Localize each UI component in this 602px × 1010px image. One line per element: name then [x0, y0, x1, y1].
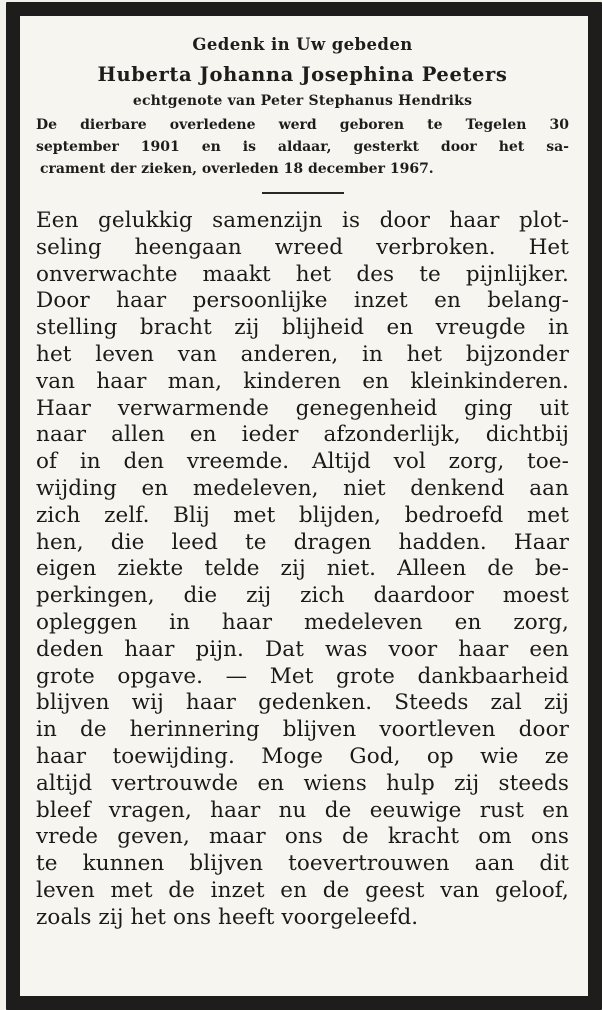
text-line: onverwachte maakt het des te pijnlijker. — [36, 261, 569, 287]
text-line: vrede geven, maar ons de kracht om ons — [36, 824, 569, 850]
text-line: bleef vragen, haar nu de eeuwige rust en — [36, 797, 569, 823]
text-line: deden haar pijn. Dat was voor haar een — [36, 636, 569, 662]
text-line: Een gelukkig samenzijn is door haar plot- — [36, 208, 569, 233]
text-line: grote opgave. — Met grote dankbaarheid — [36, 663, 569, 689]
text-line: naar allen en ieder afzonderlijk, dichtbij — [36, 422, 569, 448]
text-line: eigen ziekte telde zij niet. Alleen de be- — [36, 556, 569, 582]
deceased-name: Huberta Johanna Josephina Peeters — [97, 63, 508, 86]
text-line: altijd vertrouwde en wiens hulp zij steeds — [36, 770, 569, 796]
text-line: in de herinnering blijven voortleven door — [36, 717, 569, 743]
text-line: of in den vreemde. Altijd vol zorg, toe- — [36, 449, 569, 475]
text-line: Door haar persoonlijke inzet en belang- — [36, 288, 569, 314]
text-line: zoals zij het ons heeft voorgeleefd. — [36, 904, 419, 930]
divider-rule — [262, 192, 344, 194]
spouse-prefix: echtgenote van — [132, 93, 256, 109]
memorial-card — [36, 34, 569, 972]
prayer-heading: Gedenk in Uw gebeden — [192, 35, 413, 54]
memorial-text — [36, 208, 569, 932]
text-line: stelling bracht zij blijheid en vreugde in — [36, 315, 569, 341]
text-line: te kunnen blijven toevertrouwen aan dit — [36, 851, 569, 877]
text-line: wijding en medeleven, niet denkend aan — [36, 475, 569, 501]
text-line: het leven van anderen, in het bijzonder — [36, 341, 569, 367]
bio-line: De dierbare overledene werd geboren te Tegelen 30 — [36, 117, 569, 133]
spouse-line — [36, 90, 569, 112]
text-line: van haar man, kinderen en kleinkinderen. — [36, 368, 569, 394]
text-line: hen, die leed te dragen hadden. Haar — [36, 529, 569, 555]
text-line: zich zelf. Blij met blijden, bedroefd met — [36, 502, 569, 528]
text-line: opleggen in haar medeleven en zorg, — [36, 609, 569, 635]
text-line: perkingen, die zij zich daardoor moest — [36, 583, 569, 609]
text-line: leven met de inzet en de geest van geloof, — [36, 877, 569, 903]
biography — [36, 114, 569, 180]
bio-line: september 1901 en is aldaar, gesterkt door het sa- — [36, 139, 569, 155]
text-line: blijven wij haar gedenken. Steeds zal zij — [36, 690, 569, 716]
text-line: seling heengaan wreed verbroken. Het — [36, 234, 569, 260]
bio-line: crament der zieken, overleden 18 december 1967. — [40, 161, 434, 177]
text-line: haar toewijding. Moge God, op wie ze — [36, 743, 569, 769]
spouse-name: Peter Stephanus Hendriks — [260, 93, 473, 109]
text-line: Haar verwarmende genegenheid ging uit — [36, 395, 569, 421]
